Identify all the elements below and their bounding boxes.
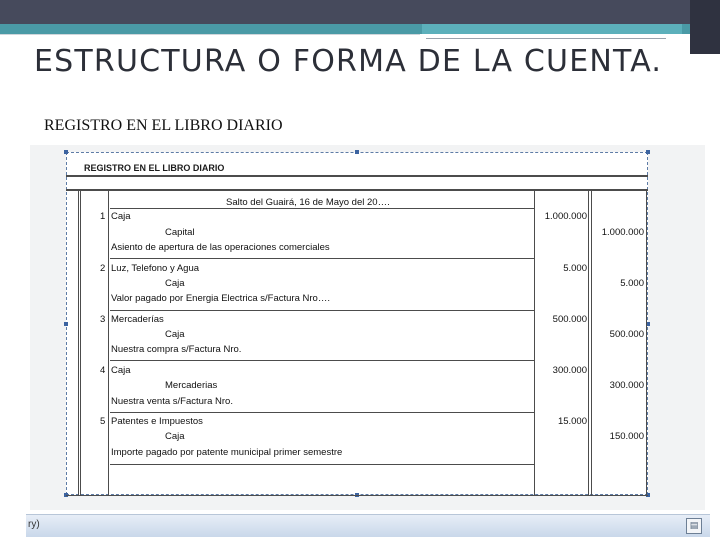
column-line: [108, 191, 109, 495]
entry-description: Importe pagado por patente municipal primer semestre: [111, 447, 343, 458]
entry-credit-account: Caja: [165, 278, 185, 289]
entry-debit-account: Luz, Telefono y Agua: [111, 263, 200, 274]
status-text: ry): [28, 519, 40, 530]
entry-debit-account: Mercaderías: [111, 314, 164, 325]
entry-credit-amount: 5.000: [620, 278, 644, 289]
entry-credit-account: Caja: [165, 431, 185, 442]
table-border: [66, 189, 648, 191]
slide-top-band: [0, 0, 720, 24]
entry-debit-account: Patentes e Impuestos: [111, 416, 203, 427]
entry-description: Valor pagado por Energia Electrica s/Factura Nro….: [111, 293, 330, 304]
slide-title: ESTRUCTURA O FORMA DE LA CUENTA.: [34, 44, 663, 79]
entry-number: 4: [100, 365, 106, 376]
slide-teal-accent: [422, 24, 682, 34]
column-line: [534, 191, 535, 495]
resize-grip-icon[interactable]: ▤: [686, 518, 702, 534]
entry-credit-account: Caja: [165, 329, 185, 340]
entry-number: 1: [100, 211, 106, 222]
entry-debit-amount: 15.000: [557, 416, 587, 427]
row-separator: [110, 208, 534, 209]
entry-number: 2: [100, 263, 106, 274]
entry-credit-amount: 500.000: [609, 329, 644, 340]
entry-debit-amount: 500.000: [552, 314, 587, 325]
row-separator: [110, 258, 534, 259]
journal-date: Salto del Guairá, 16 de Mayo del 20….: [226, 197, 390, 208]
entry-debit-account: Caja: [111, 365, 131, 376]
entry-description: Asiento de apertura de las operaciones comerciales: [111, 242, 330, 253]
entry-credit-account: Mercaderias: [165, 380, 218, 391]
slide-subtitle: REGISTRO EN EL LIBRO DIARIO: [44, 117, 283, 134]
table-border: [66, 175, 648, 177]
column-line: [78, 191, 79, 495]
row-separator: [110, 412, 534, 413]
resize-handle[interactable]: [355, 150, 359, 154]
status-bar: [26, 514, 710, 537]
column-line: [646, 191, 647, 495]
row-separator: [110, 464, 534, 465]
entry-credit-amount: 1.000.000: [601, 227, 644, 238]
slide-corner-block: [690, 0, 720, 54]
entry-description: Nuestra venta s/Factura Nro.: [111, 396, 233, 407]
row-separator: [110, 360, 534, 361]
table-border: [66, 495, 648, 496]
resize-handle[interactable]: [64, 322, 68, 326]
resize-handle[interactable]: [64, 150, 68, 154]
entry-credit-amount: 150.000: [609, 431, 644, 442]
column-line: [80, 191, 81, 495]
entry-description: Nuestra compra s/Factura Nro.: [111, 344, 242, 355]
entry-debit-amount: 300.000: [552, 365, 587, 376]
entry-credit-amount: 300.000: [609, 380, 644, 391]
entry-debit-amount: 5.000: [563, 263, 587, 274]
entry-number: 5: [100, 416, 106, 427]
resize-handle[interactable]: [646, 150, 650, 154]
entry-debit-amount: 1.000.000: [544, 211, 587, 222]
entry-debit-account: Caja: [111, 211, 131, 222]
entry-number: 3: [100, 314, 106, 325]
slide-accent-line: [426, 38, 666, 39]
row-separator: [110, 310, 534, 311]
journal-header: REGISTRO EN EL LIBRO DIARIO: [84, 163, 225, 173]
entry-credit-account: Capital: [165, 227, 195, 238]
slide-accent-line: [0, 34, 420, 35]
